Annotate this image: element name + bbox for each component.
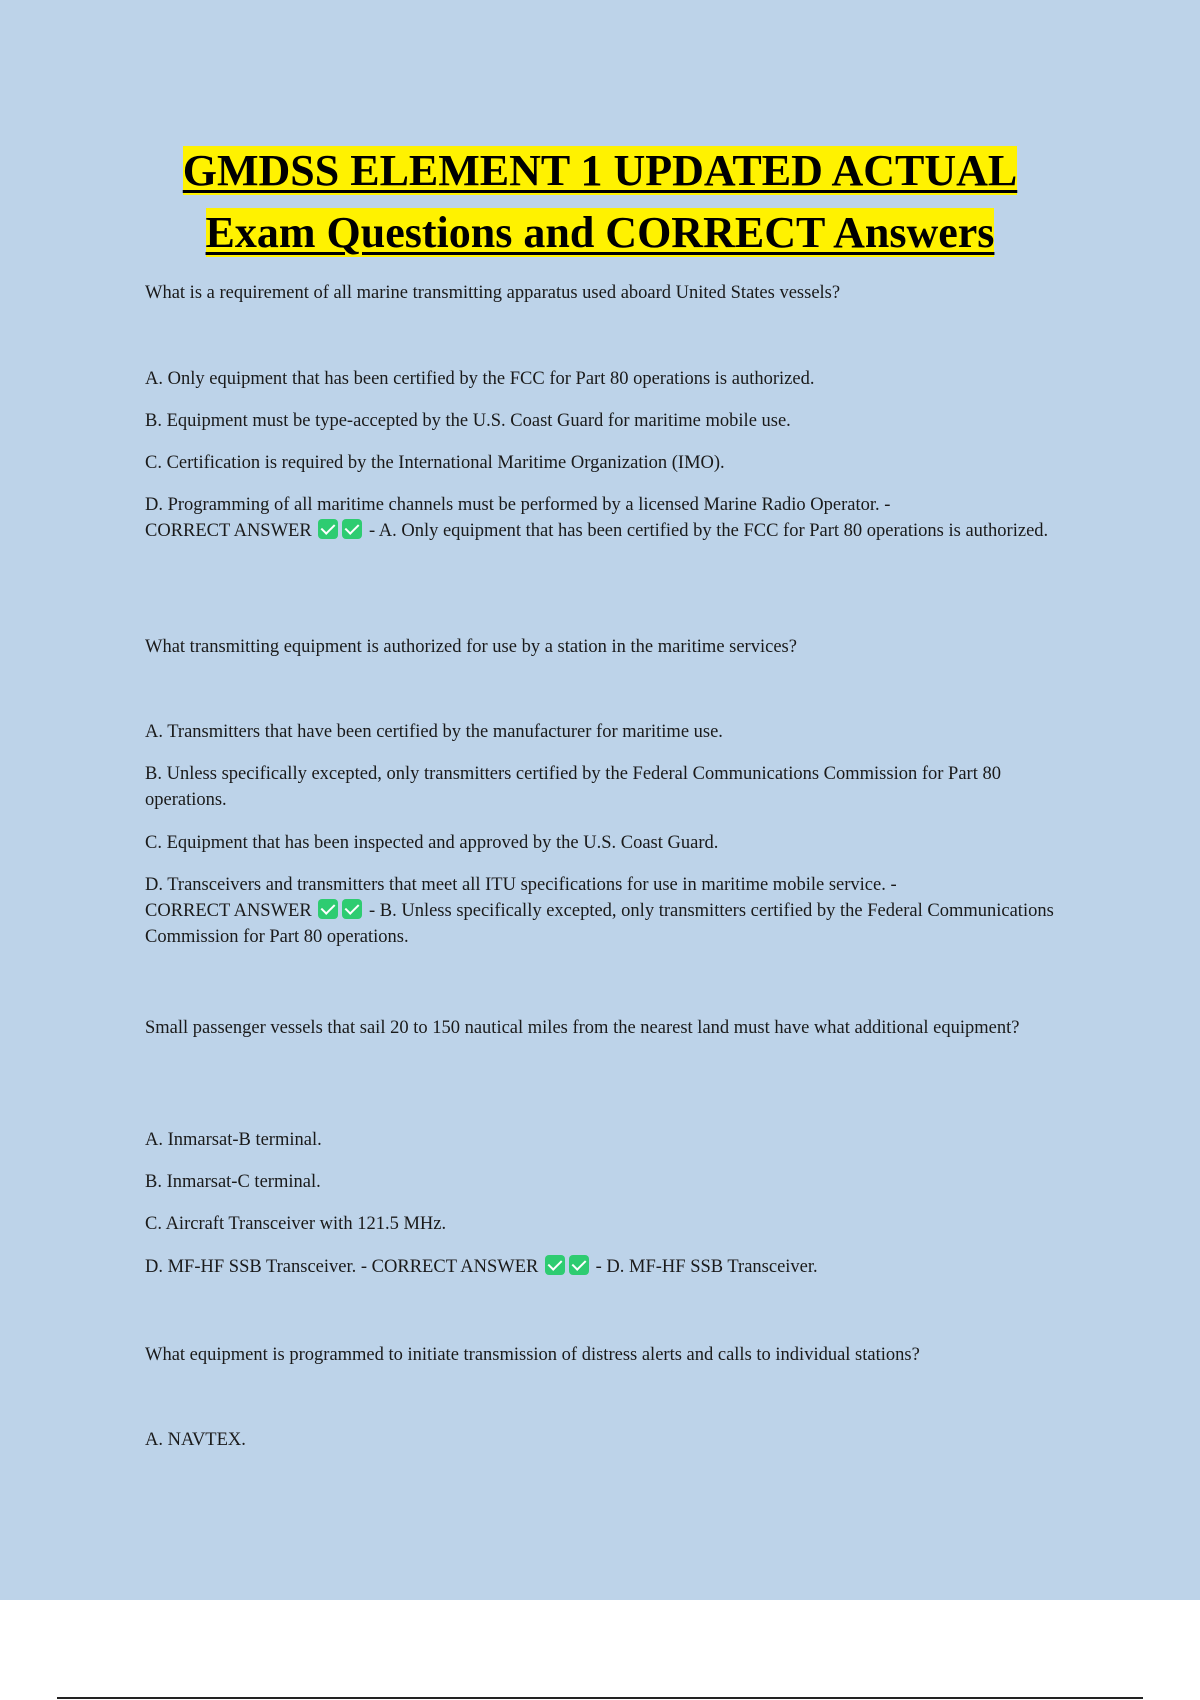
- question-4-option-a: A. NAVTEX.: [145, 1430, 246, 1450]
- question-2-option-b: B. Unless specifically excepted, only transmitters certified by the Federal Communications Commission for Part 80 operations.: [145, 764, 1001, 810]
- question-4-text: What equipment is programmed to initiate transmission of distress alerts and calls to individual stations?: [145, 1345, 920, 1365]
- question-3-correct-answer: - D. MF-HF SSB Transceiver.: [595, 1257, 818, 1277]
- question-1-option-a: A. Only equipment that has been certified by the FCC for Part 80 operations is authorized.: [145, 369, 815, 389]
- check-box-icon: [569, 1255, 589, 1275]
- check-box-icon: [342, 899, 362, 919]
- question-1-option-b: B. Equipment must be type-accepted by the U.S. Coast Guard for maritime mobile use.: [145, 411, 791, 431]
- footer-divider: [57, 1697, 1143, 1699]
- check-box-icon: [318, 899, 338, 919]
- correct-answer-label: CORRECT ANSWER: [145, 901, 312, 921]
- question-3-option-b: B. Inmarsat-C terminal.: [145, 1172, 321, 1192]
- question-2-correct-answer: - B. Unless specifically excepted, only transmitters certified by the Federal Communications Commission for Part 80 operations.: [145, 901, 1054, 947]
- question-2-option-c: C. Equipment that has been inspected and approved by the U.S. Coast Guard.: [145, 833, 719, 853]
- question-2-text: What transmitting equipment is authorized for use by a station in the maritime services?: [145, 637, 797, 657]
- question-1-option-d-text: D. Programming of all maritime channels must be performed by a licensed Marine Radio Operator. -: [145, 495, 891, 515]
- question-2-option-a: A. Transmitters that have been certified by the manufacturer for maritime use.: [145, 722, 723, 742]
- question-1-option-c: C. Certification is required by the International Maritime Organization (IMO).: [145, 453, 725, 473]
- title-line-1: GMDSS ELEMENT 1 UPDATED ACTUAL: [182, 146, 1018, 195]
- question-1-correct-answer: - A. Only equipment that has been certified by the FCC for Part 80 operations is authorized.: [368, 521, 1049, 541]
- correct-answer-label: CORRECT ANSWER: [371, 1257, 539, 1277]
- question-3-option-a: A. Inmarsat-B terminal.: [145, 1130, 322, 1150]
- document-title: [0, 140, 1200, 264]
- question-3-option-c: C. Aircraft Transceiver with 121.5 MHz.: [145, 1214, 447, 1234]
- check-box-icon: [342, 519, 362, 539]
- question-1-text: What is a requirement of all marine transmitting apparatus used aboard United States vessels?: [145, 283, 841, 303]
- question-1-option-d: [145, 492, 1075, 544]
- question-2-option-d-text: D. Transceivers and transmitters that meet all ITU specifications for use in maritime mobile service. -: [145, 875, 897, 895]
- check-box-icon: [318, 519, 338, 539]
- check-box-icon: [545, 1255, 565, 1275]
- correct-answer-label: CORRECT ANSWER: [145, 521, 312, 541]
- question-3-text: Small passenger vessels that sail 20 to 150 nautical miles from the nearest land must have what additional equipment?: [145, 1018, 1020, 1038]
- question-2-option-d: [145, 872, 1075, 950]
- question-3-option-d: [145, 1254, 1075, 1280]
- question-3-option-d-text: D. MF-HF SSB Transceiver. -: [145, 1257, 372, 1277]
- title-line-2: Exam Questions and CORRECT Answers: [205, 208, 995, 257]
